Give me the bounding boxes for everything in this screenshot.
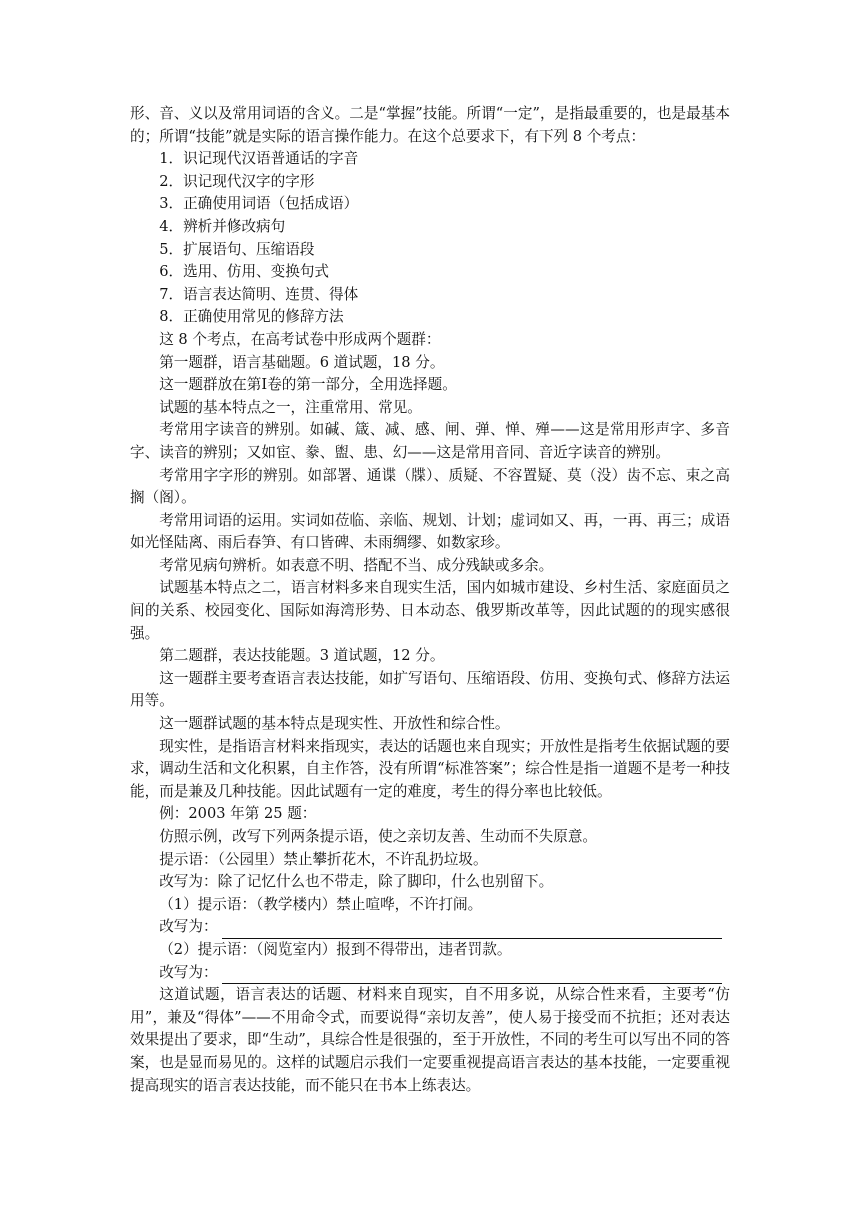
exam-point-2: 2．识记现代汉字的字形 bbox=[159, 172, 315, 190]
answer-line-2 bbox=[130, 962, 730, 985]
paragraph: 这 8 个考点，在高考试卷中形成两个题群： bbox=[159, 330, 441, 348]
paragraph: 现实性，是指语言材料来指现实，表达的话题也来自现实；开放性是指考生依据试题的要求，调动生活和文化积累，自主作答，没有所谓“标准答案”；综合性是指一道题不是考一种技能，而是兼及几种技能。因此试题有一定的难度，考生的得分率也比较低。 bbox=[130, 737, 730, 800]
conclusion-paragraph: 这道试题，语言表达的话题、材料来自现实，自不用多说，从综合性来看，主要考“仿用”，兼及“得体”——不用命令式，而要说得“亲切友善”，使人易于接受而不抗拒；还对表达效果提出了要求，即“生动”，具综合性是很强的，至于开放性，不同的考生可以写出不同的答案，也是显而易见的。这样的试题启示我们一定要重视提高语言表达的基本技能，一定要重视提高现实的语言表达技能，而不能只在书本上练表达。 bbox=[130, 986, 730, 1094]
paragraph: 这一题群放在第Ⅰ卷的第一部分，全用选择题。 bbox=[159, 376, 457, 394]
answer-blank bbox=[222, 923, 722, 939]
exam-point-3: 3．正确使用词语（包括成语） bbox=[159, 195, 359, 213]
exam-point-6: 6．选用、仿用、变换句式 bbox=[159, 263, 330, 281]
paragraph: 这一题群试题的基本特点是现实性、开放性和综合性。 bbox=[159, 715, 510, 733]
answer-blank bbox=[222, 968, 722, 984]
document-page bbox=[130, 103, 730, 1097]
paragraph: 试题的基本特点之一，注重常用、常见。 bbox=[159, 398, 422, 416]
paragraph: 第二题群，表达技能题。3 道试题，12 分。 bbox=[159, 647, 445, 665]
paragraph: 第一题群，语言基础题。6 道试题，18 分。 bbox=[159, 353, 445, 371]
example-instruction: 仿照示例，改写下列两条提示语，使之亲切友善、生动而不失原意。 bbox=[159, 828, 598, 845]
paragraph: 考常用字读音的辨别。如碱、箴、减、感、闸、弹、惮、殚——这是常用形声字、多音字、读音的辨别；又如宦、豢、盥、患、幻——这是常用音同、音近字读音的辨别。 bbox=[130, 421, 730, 461]
exam-point-4: 4．辨析并修改病句 bbox=[159, 217, 286, 235]
answer-label: 改写为： bbox=[159, 918, 218, 936]
example-prompt: 提示语：（公园里）禁止攀折花木，不许乱扔垃圾。 bbox=[159, 850, 488, 868]
example-rewrite: 改写为：除了记忆什么也不带走，除了脚印，什么也别留下。 bbox=[159, 873, 554, 891]
exam-point-7: 7．语言表达简明、连贯、得体 bbox=[159, 285, 359, 303]
exam-point-5: 5．扩展语句、压缩语段 bbox=[159, 240, 315, 258]
exercise-item-2: （2）提示语：（阅览室内）报到不得带出，违者罚款。 bbox=[159, 940, 512, 958]
intro-paragraph: 形、音、义以及常用词语的含义。二是“掌握”技能。所谓“一定”，是指最重要的，也是最基本的；所谓“技能”就是实际的语言操作能力。在这个总要求下，有下列 8 个考点： bbox=[130, 105, 730, 145]
paragraph: 试题基本特点之二，语言材料多来自现实生活，国内如城市建设、乡村生活、家庭面员之间的关系、校园变化、国际如海湾形势、日本动态、俄罗斯改革等，因此试题的的现实感很强。 bbox=[130, 579, 730, 642]
exam-point-1: 1．识记现代汉语普通话的字音 bbox=[159, 150, 359, 168]
answer-line-1 bbox=[130, 916, 730, 939]
paragraph: 考常用字字形的辨别。如部署、通谍（牒）、质疑、不容置疑、莫（没）齿不忘、束之高搁（阁）。 bbox=[130, 466, 730, 507]
paragraph: 考常用词语的运用。实词如莅临、亲临、规划、计划；虚词如又、再，一再、再三；成语如光怪陆离、雨后春笋、有口皆碑、未雨绸缪、如数家珍。 bbox=[130, 511, 730, 552]
paragraph: 考常见病句辨析。如表意不明、搭配不当、成分残缺或多余。 bbox=[159, 556, 554, 574]
paragraph: 这一题群主要考查语言表达技能，如扩写语句、压缩语段、仿用、变换句式、修辞方法运用等。 bbox=[130, 669, 730, 710]
exercise-item-1: （1）提示语：（教学楼内）禁止喧哗，不许打闹。 bbox=[159, 895, 483, 913]
example-heading: 例：2003 年第 25 题： bbox=[159, 805, 317, 823]
answer-label: 改写为： bbox=[159, 963, 218, 981]
exam-point-8: 8．正确使用常见的修辞方法 bbox=[159, 308, 344, 326]
